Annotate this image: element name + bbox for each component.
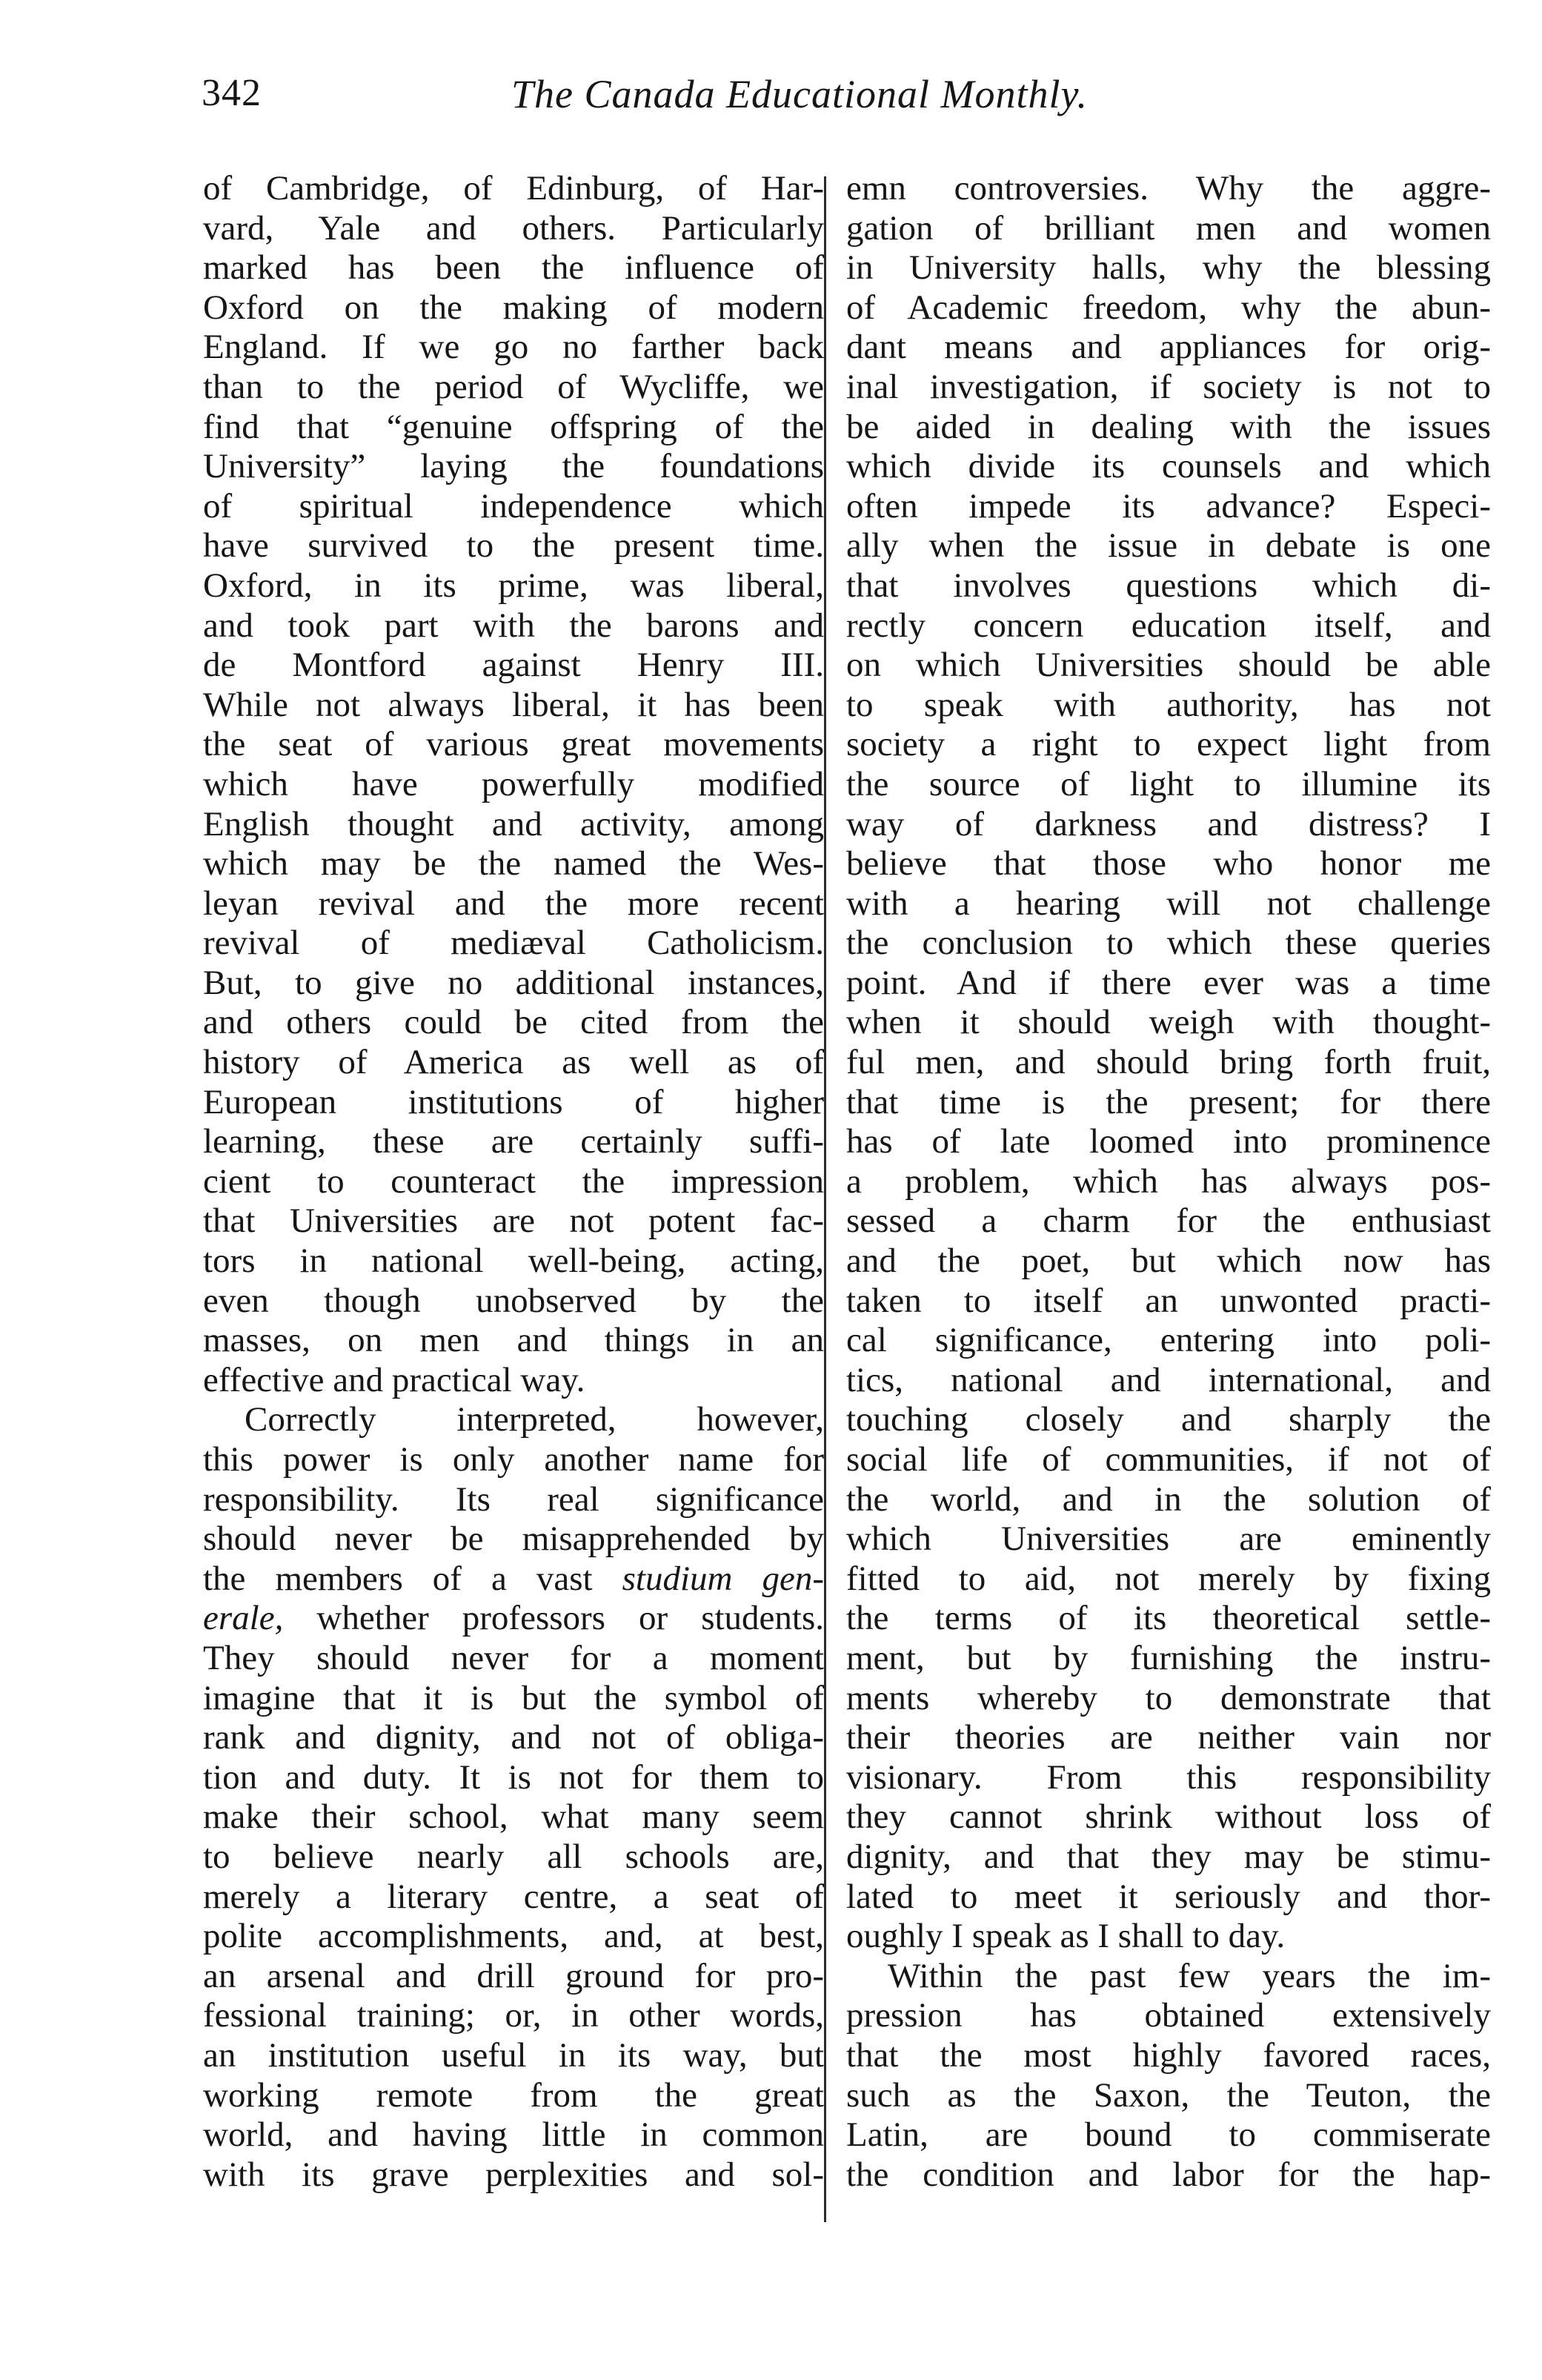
text-line: Latin, are bound to commiserate [846,2115,1491,2155]
text-line: of Cambridge, of Edinburg, of Har- [203,169,824,208]
text-line [203,1599,824,1639]
text-line: which Universities are eminently [846,1519,1491,1559]
text-line: social life of communities, if not of [846,1440,1491,1479]
text-line: England. If we go no farther back [203,328,824,367]
text-line: way of darkness and distress? I [846,804,1491,843]
text-line: an arsenal and drill ground for pro- [203,1956,824,1995]
text-line: effective and practical way. [203,1360,585,1399]
text-line: Oxford, in its prime, was liberal, [203,566,824,605]
text-line: fessional training; or, in other words, [203,1996,824,2035]
text-line: the source of light to illumine its [846,764,1491,803]
text-line: such as the Saxon, the Teuton, the [846,2075,1491,2115]
text-line: ments whereby to demonstrate that [846,1678,1491,1717]
text-line: that the most highly favored races, [846,2035,1491,2075]
text-line: tion and duty. It is not for them to [203,1757,824,1797]
text-line: ally when the issue in debate is one [846,526,1491,566]
text-line: that time is the present; for there [846,1082,1491,1121]
text-segment: whether professors or students. [316,1599,824,1638]
text-line: which have powerfully modified [203,764,824,803]
text-line: learning, these are certainly suffi- [203,1122,824,1161]
text-line: believe that those who honor me [846,844,1491,884]
paragraph [203,1400,824,2195]
text-line: responsibility. Its real significance [203,1479,824,1519]
paragraph [846,1957,1491,2195]
text-line: that involves questions which di- [846,566,1491,605]
text-line: make their school, what many seem [203,1797,824,1837]
left-column [203,169,824,2195]
text-line: the condition and labor for the hap- [846,2155,1491,2194]
text-line: the terms of its theoretical settle- [846,1599,1491,1638]
text-line: tors in national well-being, acting, [203,1242,824,1281]
text-line: masses, on men and things in an [203,1321,824,1360]
text-line: even though unobserved by the [203,1281,824,1320]
text-line: fitted to aid, not merely by fixing [846,1559,1491,1598]
right-column [846,169,1491,2195]
column-divider [824,176,826,2222]
text-line: emn controversies. Why the aggre- [846,169,1491,208]
text-line: University” laying the foundations [203,447,824,486]
text-line: the world, and in the solution of [846,1479,1491,1519]
text-line: to speak with authority, has not [846,685,1491,724]
text-line: this power is only another name for [203,1440,824,1479]
text-line: imagine that it is but the symbol of [203,1678,824,1717]
text-line: that Universities are not potent fac- [203,1201,824,1241]
text-line: Within the past few years the im- [888,1956,1491,1995]
text-line: working remote from the great [203,2075,824,2115]
text-line: pression has obtained extensively [846,1996,1491,2035]
running-header [0,71,1542,130]
text-line: and took part with the barons and [203,606,824,645]
text-line: dignity, and that they may be stimu- [846,1837,1491,1876]
text-line: leyan revival and the more recent [203,884,824,923]
text-line: vard, Yale and others. Particularly [203,208,824,248]
paragraph [203,169,824,1400]
text-line: society a right to expect light from [846,725,1491,764]
text-line: lated to meet it seriously and thor- [846,1877,1491,1916]
text-line: be aided in dealing with the issues [846,407,1491,446]
text-line: cal significance, entering into poli- [846,1321,1491,1360]
text-line: de Montford against Henry III. [203,646,824,685]
text-line: dant means and appliances for orig- [846,328,1491,367]
italic-term: studium gen- [622,1559,825,1598]
text-line: inal investigation, if society is not to [846,367,1491,406]
text-line: world, and having little in common [203,2115,824,2155]
text-line: to believe nearly all schools are, [203,1837,824,1876]
text-line: a problem, which has always pos- [846,1161,1491,1201]
text-line: ment, but by furnishing the instru- [846,1638,1491,1677]
text-line: polite accomplishments, and, at best, [203,1917,824,1956]
text-line [203,1559,824,1600]
text-line: their theories are neither vain nor [846,1718,1491,1757]
text-line: find that “genuine offspring of the [203,407,824,446]
text-line: should never be misapprehended by [203,1519,824,1559]
text-line: gation of brilliant men and women [846,208,1491,248]
text-line: on which Universities should be able [846,646,1491,685]
text-line: rectly concern education itself, and [846,606,1491,645]
text-line: visionary. From this responsibility [846,1757,1491,1797]
text-line: sessed a charm for the enthusiast [846,1201,1491,1241]
text-line: have survived to the present time. [203,526,824,566]
text-line: Correctly interpreted, however, [245,1400,824,1439]
text-line: marked has been the influence of [203,248,824,288]
text-line: often impede its advance? Especi- [846,486,1491,526]
text-line: in University halls, why the blessing [846,248,1491,288]
text-line: the seat of various great movements [203,725,824,764]
text-line: ful men, and should bring forth fruit, [846,1043,1491,1082]
italic-term: erale, [203,1599,284,1638]
text-line: English thought and activity, among [203,804,824,843]
text-line: But, to give no additional instances, [203,963,824,1002]
text-line: they cannot shrink without loss of [846,1797,1491,1837]
text-line: oughly I speak as I shall to day. [846,1917,1286,1956]
text-line: which may be the named the Wes- [203,844,824,884]
text-line: an institution useful in its way, but [203,2035,824,2075]
text-line: than to the period of Wycliffe, we [203,367,824,406]
text-line: and the poet, but which now has [846,1242,1491,1281]
text-line: point. And if there ever was a time [846,963,1491,1002]
text-line: with a hearing will not challenge [846,884,1491,923]
text-line: of Academic freedom, why the abun- [846,288,1491,327]
paragraph [846,169,1491,1957]
text-line: the conclusion to which these queries [846,924,1491,963]
text-line: touching closely and sharply the [846,1400,1491,1439]
text-line: taken to itself an unwonted practi- [846,1281,1491,1320]
text-line: history of America as well as of [203,1043,824,1082]
text-line: cient to counteract the impression [203,1161,824,1201]
page-number: 342 [202,72,262,114]
text-line: and others could be cited from the [203,1003,824,1042]
text-line: of spiritual independence which [203,486,824,526]
running-title: The Canada Educational Monthly. [511,72,1088,116]
text-line: While not always liberal, it has been [203,685,824,724]
text-line: They should never for a moment [203,1638,824,1677]
text-line: Oxford on the making of modern [203,288,824,327]
text-line: has of late loomed into prominence [846,1122,1491,1161]
text-line: revival of mediæval Catholicism. [203,924,824,963]
text-line: tics, national and international, and [846,1360,1491,1399]
text-line: European institutions of higher [203,1082,824,1121]
text-segment: the members of a vast [203,1559,593,1598]
text-line: rank and dignity, and not of obliga- [203,1718,824,1757]
text-line: merely a literary centre, a seat of [203,1877,824,1916]
text-line: which divide its counsels and which [846,447,1491,486]
text-line: when it should weigh with thought- [846,1003,1491,1042]
text-line: with its grave perplexities and sol- [203,2155,824,2194]
